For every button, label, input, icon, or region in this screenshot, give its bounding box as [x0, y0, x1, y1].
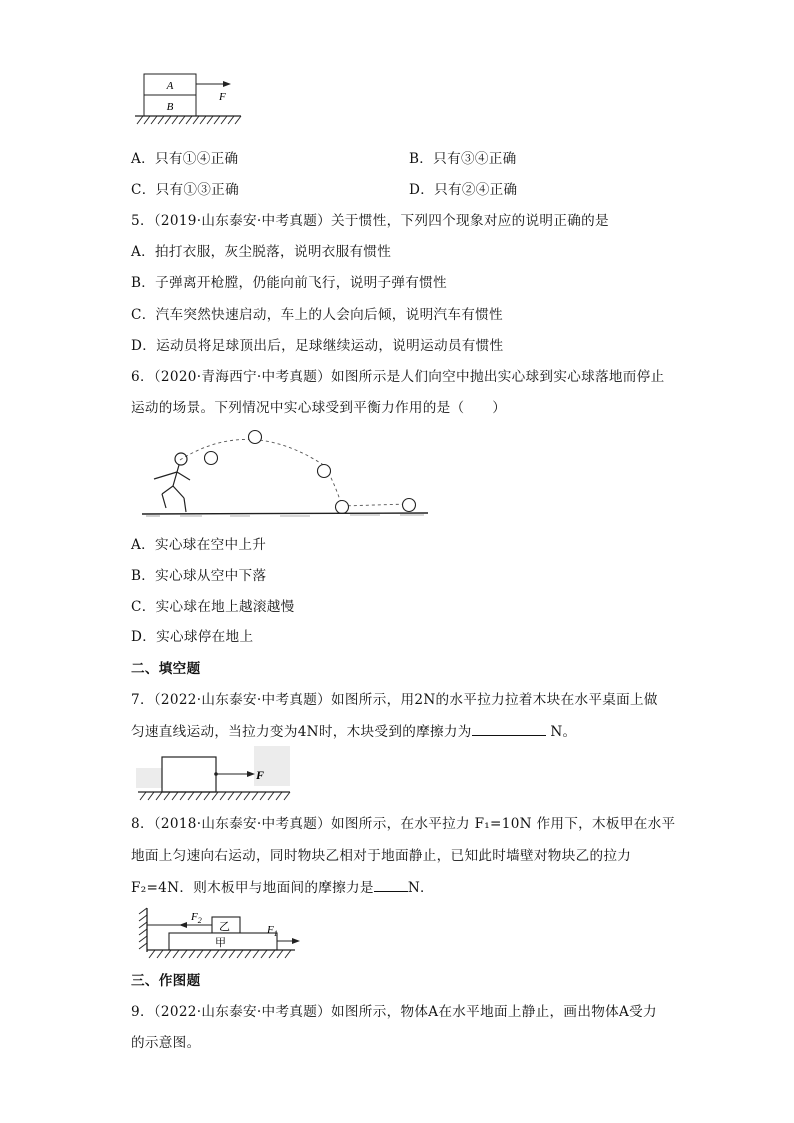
q8-stem-unit: N． — [407, 880, 434, 896]
label-a: A — [166, 80, 174, 92]
ball-5 — [403, 499, 416, 512]
arrow-f1-head — [292, 938, 300, 944]
thrower-figure — [154, 453, 190, 512]
figure-block-on-table — [134, 744, 294, 810]
q8-stem-line2: 地面上匀速向右运动，同时物块乙相对于地面静止，已知此时墙壁对物块乙的拉力 — [131, 848, 632, 864]
label-yi: 乙 — [219, 921, 230, 933]
blurred-background-left — [136, 768, 162, 788]
f2-arrow-head — [179, 922, 187, 928]
label-f1: $F_1$ — [267, 924, 278, 938]
q7-answer-blank[interactable] — [472, 721, 546, 736]
q9-stem-line2: 的示意图。 — [131, 1035, 201, 1051]
section-drawing-title: 三、作图题 — [131, 973, 201, 989]
q4-option-b: B．只有③④正确 — [409, 151, 517, 167]
label-f: F — [219, 91, 226, 103]
wall-hatch — [139, 908, 147, 949]
table-hatch — [140, 792, 290, 800]
force-arrow-head — [223, 81, 231, 87]
q8-stem-line3 — [131, 877, 434, 898]
label-b: B — [166, 101, 174, 113]
ground-texture — [146, 515, 424, 516]
q5-option-c: C．汽车突然快速启动，车上的人会向后倾，说明汽车有惯性 — [131, 307, 503, 323]
pull-label-f: F — [256, 768, 265, 782]
q8-stem-text: F₂=4N．则木板甲与地面间的摩擦力是 — [131, 880, 374, 896]
q4-option-c: C．只有①③正确 — [131, 182, 239, 198]
q7-stem-text: 匀速直线运动，当拉力变为4N时，木块受到的摩擦力为 — [131, 724, 472, 740]
q7-stem-line1: 7．（2022·山东泰安·中考真题）如图所示，用2N的水平拉力拉着木块在水平桌面上做 — [131, 692, 658, 708]
q5-stem: 5．（2019·山东泰安·中考真题）关于惯性，下列四个现象对应的说明正确的是 — [131, 213, 609, 229]
section-fill-in-title: 二、填空题 — [131, 661, 201, 677]
q5-option-d: D．运动员将足球顶出后，足球继续运动，说明运动员有惯性 — [131, 338, 504, 354]
ball-2 — [249, 431, 262, 444]
q5-option-a: A．拍打衣服，灰尘脱落，说明衣服有惯性 — [131, 244, 392, 260]
q4-option-d: D．只有②④正确 — [409, 182, 518, 198]
ball-4 — [336, 501, 349, 514]
label-jia: 甲 — [215, 937, 226, 949]
figure-blocks-ab — [133, 72, 253, 134]
ball-3 — [318, 465, 331, 478]
q6-option-d: D．实心球停在地上 — [131, 629, 254, 645]
q7-stem-unit: N。 — [550, 724, 577, 740]
wood-block — [162, 757, 216, 792]
pull-arrow-head — [247, 771, 255, 777]
q8-stem-line1: 8．（2018·山东泰安·中考真题）如图所示，在水平拉力 F₁=10N 作用下，木板甲在水平 — [131, 816, 676, 832]
label-f2: $F_2$ — [191, 911, 202, 925]
q6-stem-line1: 6．（2020·青海西宁·中考真题）如图所示是人们向空中抛出实心球到实心球落地而停止 — [131, 369, 665, 385]
figure-wall-boards — [135, 904, 305, 964]
q4-option-a: A．只有①④正确 — [131, 151, 239, 167]
ball-1 — [205, 452, 218, 465]
ground-hatch — [137, 116, 241, 124]
q6-option-b: B．实心球从空中下落 — [131, 568, 267, 584]
ball-trajectory — [180, 439, 408, 506]
ground-line — [142, 513, 428, 514]
q8-answer-blank[interactable] — [374, 877, 408, 892]
q6-option-c: C．实心球在地上越滚越慢 — [131, 599, 295, 615]
q7-stem-line2 — [131, 721, 576, 742]
figure-ball-throw — [140, 424, 430, 520]
q6-stem-line2: 运动的场景。下列情况中实心球受到平衡力作用的是（ ） — [131, 400, 507, 416]
q5-option-b: B．子弹离开枪膛，仍能向前飞行，说明子弹有惯性 — [131, 275, 447, 291]
q6-option-a: A．实心球在空中上升 — [131, 537, 267, 553]
ground-hatch — [149, 950, 291, 958]
q9-stem-line1: 9．（2022·山东泰安·中考真题）如图所示，物体A在水平地面上静止，画出物体A受力 — [131, 1004, 657, 1020]
